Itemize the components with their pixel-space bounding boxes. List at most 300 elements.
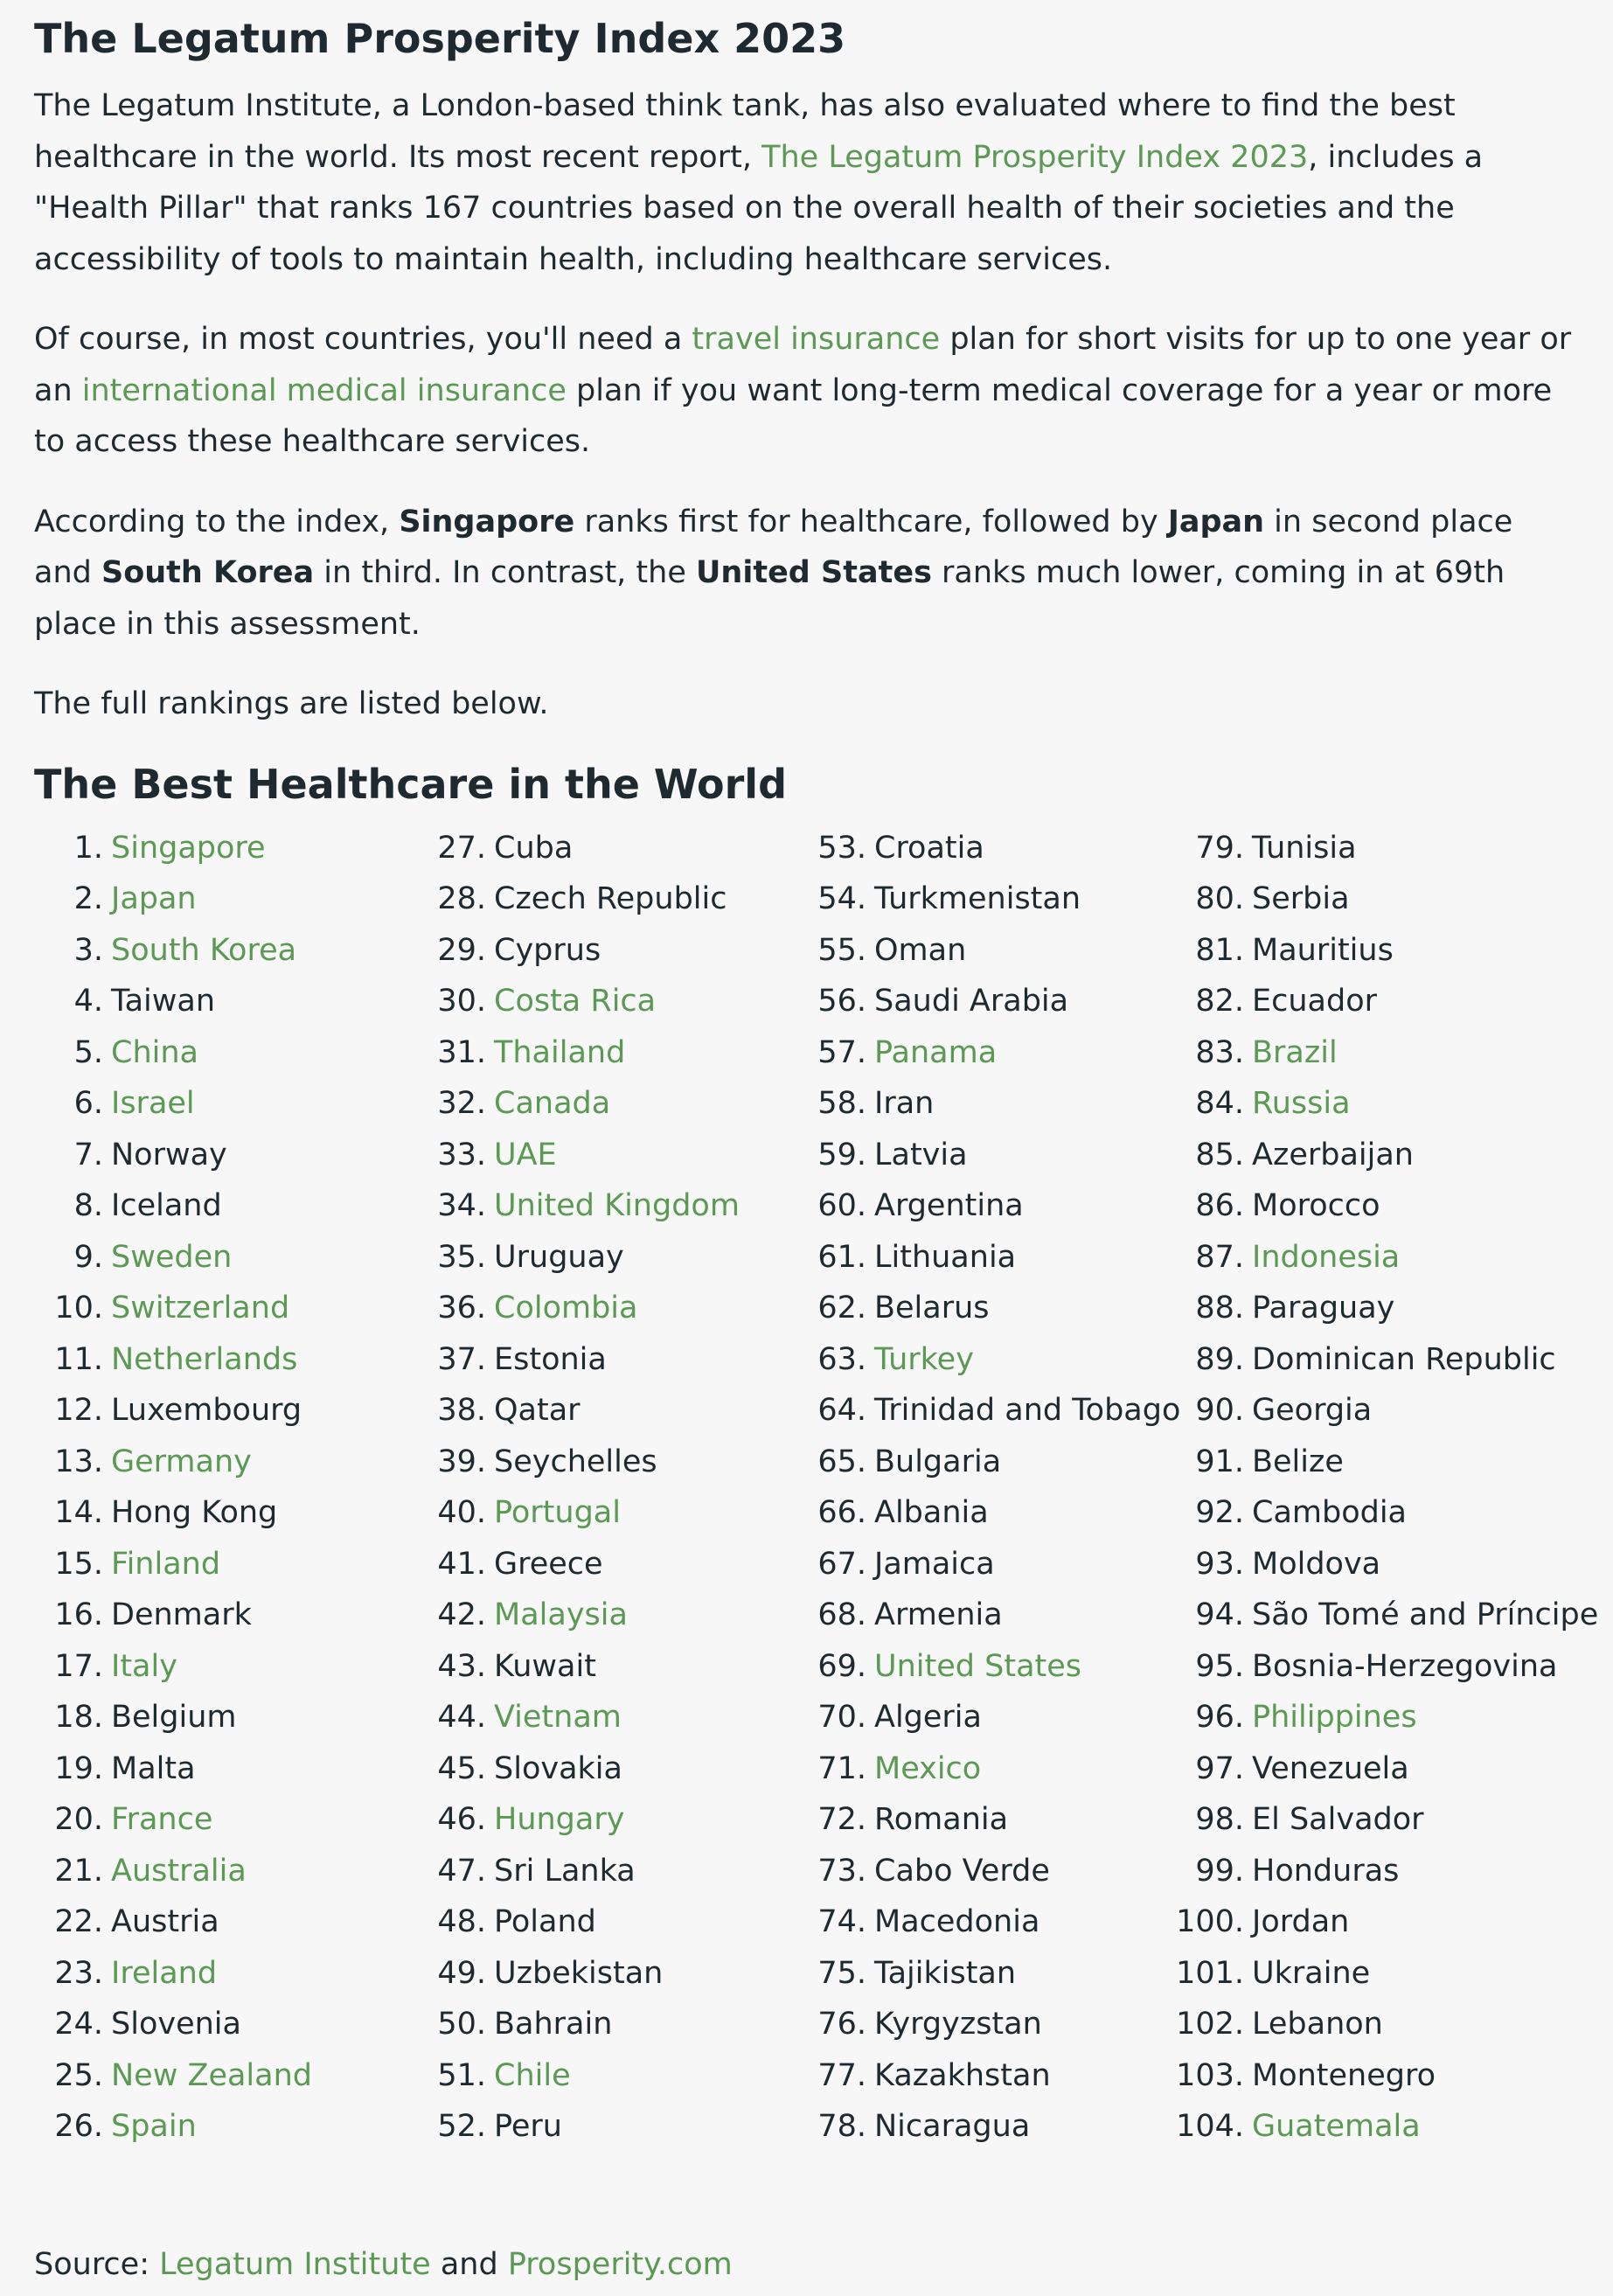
- ranking-number: 102.: [1176, 2007, 1244, 2042]
- country-link[interactable]: Chile: [494, 2057, 571, 2093]
- ranking-item: [1159, 1027, 1598, 1079]
- ranking-number: 79.: [1195, 830, 1244, 866]
- ranking-number: 24.: [54, 2007, 103, 2042]
- ranking-number: 36.: [437, 1291, 486, 1325]
- ranking-item: [1159, 1334, 1598, 1386]
- intro-text-2: , includes a "Health Pillar" that ranks 167 countries based on the overall health of their societies and the accessibility of tools to maintain health, including healthcare services.: [34, 139, 1484, 277]
- ranking-item: [1159, 1692, 1598, 1743]
- country-link[interactable]: Portugal: [494, 1495, 621, 1530]
- ranking-item: [1159, 1948, 1598, 2000]
- ranking-number: 53.: [817, 830, 866, 866]
- ranking-number: 13.: [54, 1444, 103, 1479]
- ranking-item: [1159, 1180, 1598, 1232]
- ranking-item: [414, 1896, 740, 1948]
- ranking-number: 74.: [817, 1904, 866, 1939]
- ranking-item: [414, 1487, 740, 1539]
- ranking-item: [34, 1027, 312, 1079]
- ranking-item: [34, 1539, 312, 1590]
- country-link[interactable]: Sweden: [111, 1239, 233, 1275]
- country-link[interactable]: Russia: [1252, 1086, 1351, 1121]
- ranking-item: [414, 1794, 740, 1846]
- ranking-number: 16.: [54, 1597, 103, 1632]
- country-link[interactable]: Italy: [111, 1648, 177, 1684]
- country-name: Hong Kong: [111, 1495, 278, 1530]
- ranking-item: [414, 1590, 740, 1641]
- country-link[interactable]: France: [111, 1802, 213, 1837]
- ranking-item: [1159, 1283, 1598, 1334]
- ranking-number: 15.: [54, 1546, 103, 1582]
- ranking-number: 5.: [73, 1034, 103, 1070]
- country-name: Czech Republic: [494, 881, 727, 916]
- ranking-item: [34, 1078, 312, 1130]
- ranking-item: [414, 1130, 740, 1181]
- ranking-number: 69.: [817, 1648, 866, 1684]
- country-name: Montenegro: [1252, 2057, 1436, 2093]
- summary-bold-united-states: United States: [696, 555, 932, 590]
- country-link[interactable]: Malaysia: [494, 1597, 628, 1632]
- country-link[interactable]: China: [111, 1034, 198, 1070]
- summary-bold-south-korea: South Korea: [101, 555, 315, 590]
- country-name: Croatia: [874, 830, 984, 866]
- country-name: Bulgaria: [874, 1444, 1002, 1479]
- ranking-number: 2.: [73, 881, 103, 916]
- ranking-number: 94.: [1195, 1597, 1244, 1632]
- ranking-item: [1159, 1999, 1598, 2050]
- country-link[interactable]: Costa Rica: [494, 984, 657, 1019]
- country-name: Qatar: [494, 1393, 581, 1428]
- country-name: Uruguay: [494, 1239, 624, 1275]
- country-link[interactable]: Switzerland: [111, 1291, 290, 1325]
- ranking-item: [795, 1743, 1180, 1795]
- ranking-number: 6.: [73, 1086, 103, 1121]
- country-link[interactable]: Philippines: [1252, 1700, 1417, 1735]
- ranking-number: 26.: [54, 2109, 103, 2144]
- summary-text-1: According to the index,: [34, 504, 400, 539]
- ranking-item: [795, 1027, 1180, 1079]
- summary-text-5: ranks much lower, coming in at 69th place in this assessment.: [34, 555, 1505, 642]
- country-link[interactable]: Colombia: [494, 1291, 638, 1325]
- ranking-item: [414, 1283, 740, 1334]
- ranking-number: 97.: [1195, 1750, 1244, 1786]
- ranking-number: 81.: [1195, 932, 1244, 968]
- ranking-number: 8.: [73, 1188, 103, 1223]
- ranking-number: 22.: [54, 1904, 103, 1939]
- ranking-number: 72.: [817, 1802, 866, 1837]
- country-name: Sri Lanka: [494, 1853, 636, 1889]
- ranking-item: [34, 2101, 312, 2153]
- ranking-item: [1159, 1590, 1598, 1641]
- ranking-number: 85.: [1195, 1137, 1244, 1172]
- country-name: São Tomé and Príncipe: [1252, 1597, 1599, 1632]
- ranking-number: 70.: [817, 1700, 866, 1735]
- ranking-item: [34, 976, 312, 1027]
- ranking-number: 34.: [437, 1188, 486, 1223]
- ranking-item: [34, 1999, 312, 2050]
- ranking-item: [34, 1743, 312, 1795]
- source-line: [34, 2239, 1578, 2291]
- ranking-number: 27.: [437, 830, 486, 866]
- ranking-number: 84.: [1195, 1086, 1244, 1121]
- ranking-item: [34, 1846, 312, 1897]
- rankings-column-2: [414, 823, 740, 2153]
- ranking-item: [1159, 1539, 1598, 1590]
- ranking-number: 33.: [437, 1137, 486, 1172]
- country-name: Ecuador: [1252, 984, 1378, 1019]
- ranking-item: [1159, 2050, 1598, 2102]
- country-link[interactable]: Israel: [111, 1086, 195, 1121]
- ranking-number: 61.: [817, 1239, 866, 1275]
- country-link[interactable]: Finland: [111, 1546, 221, 1582]
- ranking-number: 60.: [817, 1188, 866, 1223]
- country-link[interactable]: South Korea: [111, 932, 297, 968]
- country-name: Austria: [111, 1904, 219, 1939]
- ranking-item: [1159, 1743, 1598, 1795]
- ranking-number: 87.: [1195, 1239, 1244, 1275]
- intro-text-1: The Legatum Institute, a London-based think tank, has also evaluated where to find the best healthcare in the world. Its most recent report,: [34, 88, 1456, 175]
- country-name: Belize: [1252, 1444, 1344, 1479]
- ranking-number: 25.: [54, 2057, 103, 2093]
- country-link[interactable]: Germany: [111, 1444, 252, 1479]
- ranking-number: 56.: [817, 984, 866, 1019]
- ranking-item: [34, 1283, 312, 1334]
- ranking-number: 50.: [437, 2007, 486, 2042]
- country-link[interactable]: Australia: [111, 1853, 247, 1889]
- ranking-number: 73.: [817, 1853, 866, 1889]
- ranking-item: [414, 1641, 740, 1693]
- rankings-column-1: [34, 823, 312, 2153]
- country-link[interactable]: Brazil: [1252, 1034, 1338, 1070]
- country-name: Denmark: [111, 1597, 252, 1632]
- ranking-item: [414, 1437, 740, 1488]
- country-link[interactable]: UAE: [494, 1137, 557, 1172]
- ranking-item: [34, 2050, 312, 2102]
- country-name: Moldova: [1252, 1546, 1381, 1582]
- country-link[interactable]: Netherlands: [111, 1341, 298, 1377]
- ranking-number: 38.: [437, 1393, 486, 1428]
- ranking-item: [795, 1078, 1180, 1130]
- summary-text-4: in third. In contrast, the: [314, 555, 696, 590]
- country-name: Bahrain: [494, 2007, 613, 2042]
- summary-text-3: in second place and: [34, 504, 1513, 590]
- country-name: Taiwan: [111, 984, 216, 1019]
- country-name: Paraguay: [1252, 1291, 1395, 1325]
- ranking-number: 88.: [1195, 1291, 1244, 1325]
- ranking-number: 29.: [437, 932, 486, 968]
- country-name: Ukraine: [1252, 1955, 1371, 1991]
- ranking-number: 92.: [1195, 1495, 1244, 1530]
- country-name: Belgium: [111, 1700, 237, 1735]
- ranking-item: [34, 1948, 312, 2000]
- country-link[interactable]: Thailand: [494, 1034, 626, 1070]
- ranking-number: 59.: [817, 1137, 866, 1172]
- ranking-item: [1159, 976, 1598, 1027]
- travel-insurance-link[interactable]: travel insurance: [692, 322, 941, 357]
- ranking-item: [1159, 873, 1598, 925]
- country-name: Slovakia: [494, 1750, 622, 1786]
- ranking-number: 17.: [54, 1648, 103, 1684]
- ranking-item: [414, 1078, 740, 1130]
- ranking-item: [795, 925, 1180, 977]
- ranking-item: [414, 976, 740, 1027]
- insurance-text-1: Of course, in most countries, you'll need a: [34, 322, 692, 357]
- country-name: Georgia: [1252, 1393, 1373, 1428]
- country-name: Bosnia-Herzegovina: [1252, 1648, 1558, 1684]
- country-link[interactable]: United Kingdom: [494, 1188, 740, 1223]
- ranking-item: [414, 2101, 740, 2153]
- ranking-item: [34, 1437, 312, 1488]
- ranking-number: 32.: [437, 1086, 486, 1121]
- insurance-paragraph: [34, 314, 1578, 468]
- intro-paragraph: [34, 80, 1578, 285]
- country-name: Venezuela: [1252, 1750, 1409, 1786]
- ranking-number: 62.: [817, 1291, 866, 1325]
- ranking-number: 42.: [437, 1597, 486, 1632]
- ranking-item: [795, 1846, 1180, 1897]
- country-link[interactable]: United States: [874, 1648, 1082, 1684]
- country-name: Luxembourg: [111, 1393, 302, 1428]
- ranking-number: 47.: [437, 1853, 486, 1889]
- ranking-number: 49.: [437, 1955, 486, 1991]
- country-name: Morocco: [1252, 1188, 1380, 1223]
- page-title: The Legatum Prosperity Index 2023: [34, 15, 846, 62]
- country-name: Kyrgyzstan: [874, 2007, 1042, 2042]
- prosperity-com-link[interactable]: Prosperity.com: [507, 2246, 733, 2282]
- country-name: Azerbaijan: [1252, 1137, 1414, 1172]
- country-name: Albania: [874, 1495, 989, 1530]
- ranking-number: 71.: [817, 1750, 866, 1786]
- ranking-item: [34, 823, 312, 874]
- country-link[interactable]: Hungary: [494, 1802, 625, 1837]
- country-link[interactable]: Japan: [111, 881, 197, 916]
- country-name: Honduras: [1252, 1853, 1400, 1889]
- ranking-item: [795, 823, 1180, 874]
- ranking-number: 101.: [1176, 1955, 1244, 1991]
- ranking-item: [34, 1487, 312, 1539]
- ranking-item: [1159, 1078, 1598, 1130]
- ranking-item: [795, 1590, 1180, 1641]
- ranking-item: [795, 1896, 1180, 1948]
- ranking-number: 89.: [1195, 1341, 1244, 1377]
- country-name: Belarus: [874, 1291, 990, 1325]
- ranking-number: 18.: [54, 1700, 103, 1735]
- ranking-item: [1159, 1641, 1598, 1693]
- country-link[interactable]: Spain: [111, 2109, 197, 2144]
- country-name: Tajikistan: [874, 1955, 1017, 1991]
- ranking-item: [795, 2101, 1180, 2153]
- ranking-number: 86.: [1195, 1188, 1244, 1223]
- ranking-item: [795, 1334, 1180, 1386]
- legatum-index-link[interactable]: The Legatum Prosperity Index 2023: [761, 139, 1309, 175]
- country-name: Cambodia: [1252, 1495, 1407, 1530]
- ranking-number: 55.: [817, 932, 866, 968]
- ranking-number: 65.: [817, 1444, 866, 1479]
- country-link[interactable]: Ireland: [111, 1955, 218, 1991]
- ranking-number: 83.: [1195, 1034, 1244, 1070]
- country-name: Malta: [111, 1750, 196, 1786]
- ranking-number: 1.: [73, 830, 103, 866]
- ranking-item: [414, 1027, 740, 1079]
- ranking-item: [1159, 823, 1598, 874]
- ranking-item: [795, 1437, 1180, 1488]
- ranking-item: [34, 1692, 312, 1743]
- ranking-number: 96.: [1195, 1700, 1244, 1735]
- ranking-number: 99.: [1195, 1853, 1244, 1889]
- ranking-item: [34, 1180, 312, 1232]
- ranking-item: [414, 1743, 740, 1795]
- country-link[interactable]: Vietnam: [494, 1700, 622, 1735]
- ranking-number: 48.: [437, 1904, 486, 1939]
- international-medical-insurance-link[interactable]: international medical insurance: [81, 372, 567, 408]
- ranking-number: 78.: [817, 2109, 866, 2144]
- ranking-number: 66.: [817, 1495, 866, 1530]
- country-name: Jamaica: [874, 1546, 995, 1582]
- ranking-number: 19.: [54, 1750, 103, 1786]
- ranking-item: [34, 1641, 312, 1693]
- ranking-number: 77.: [817, 2057, 866, 2093]
- ranking-item: [414, 823, 740, 874]
- country-name: Peru: [494, 2109, 562, 2144]
- ranking-number: 12.: [54, 1393, 103, 1428]
- ranking-number: 46.: [437, 1802, 486, 1837]
- full-rankings-note: The full rankings are listed below.: [34, 686, 549, 721]
- ranking-item: [1159, 1896, 1598, 1948]
- ranking-number: 51.: [437, 2057, 486, 2093]
- country-link[interactable]: Turkey: [874, 1341, 974, 1377]
- ranking-number: 76.: [817, 2007, 866, 2042]
- country-name: Tunisia: [1252, 830, 1357, 866]
- ranking-item: [414, 1948, 740, 2000]
- country-name: Lebanon: [1252, 2007, 1383, 2042]
- ranking-item: [34, 1896, 312, 1948]
- ranking-item: [34, 1794, 312, 1846]
- country-link[interactable]: Guatemala: [1252, 2109, 1421, 2144]
- summary-bold-japan: Japan: [1167, 504, 1265, 539]
- ranking-number: 30.: [437, 984, 486, 1019]
- ranking-number: 80.: [1195, 881, 1244, 916]
- country-name: Norway: [111, 1137, 227, 1172]
- ranking-item: [795, 1180, 1180, 1232]
- country-name: Jordan: [1252, 1904, 1350, 1939]
- rankings-column-3: [795, 823, 1180, 2153]
- country-name: Turkmenistan: [874, 881, 1081, 916]
- source-and: and: [430, 2246, 508, 2282]
- ranking-number: 57.: [817, 1034, 866, 1070]
- ranking-item: [34, 1385, 312, 1437]
- country-link[interactable]: Panama: [874, 1034, 998, 1070]
- ranking-number: 98.: [1195, 1802, 1244, 1837]
- country-name: Estonia: [494, 1341, 607, 1377]
- ranking-number: 7.: [73, 1137, 103, 1172]
- country-link[interactable]: Singapore: [111, 830, 266, 866]
- country-name: Seychelles: [494, 1444, 657, 1479]
- ranking-number: 103.: [1176, 2057, 1244, 2093]
- ranking-number: 10.: [54, 1291, 103, 1325]
- ranking-item: [414, 873, 740, 925]
- ranking-number: 82.: [1195, 984, 1244, 1019]
- ranking-summary-paragraph: [34, 497, 1578, 651]
- ranking-number: 14.: [54, 1495, 103, 1530]
- country-name: Cyprus: [494, 932, 601, 968]
- ranking-number: 93.: [1195, 1546, 1244, 1582]
- ranking-number: 11.: [54, 1341, 103, 1377]
- ranking-item: [414, 1999, 740, 2050]
- ranking-item: [414, 1539, 740, 1590]
- ranking-number: 104.: [1176, 2109, 1244, 2144]
- ranking-item: [414, 1180, 740, 1232]
- country-name: Romania: [874, 1802, 1009, 1837]
- legatum-institute-link[interactable]: Legatum Institute: [159, 2246, 431, 2282]
- ranking-number: 95.: [1195, 1648, 1244, 1684]
- ranking-item: [795, 2050, 1180, 2102]
- country-name: Armenia: [874, 1597, 1003, 1632]
- ranking-item: [414, 2050, 740, 2102]
- ranking-number: 40.: [437, 1495, 486, 1530]
- country-name: Nicaragua: [874, 2109, 1031, 2144]
- ranking-item: [34, 1334, 312, 1386]
- ranking-number: 45.: [437, 1750, 486, 1786]
- ranking-item: [795, 1948, 1180, 2000]
- ranking-item: [1159, 1794, 1598, 1846]
- country-name: Trinidad and Tobago: [874, 1393, 1181, 1428]
- country-link[interactable]: Indonesia: [1252, 1239, 1401, 1275]
- country-link[interactable]: Mexico: [874, 1750, 982, 1786]
- ranking-item: [414, 1232, 740, 1284]
- ranking-item: [414, 925, 740, 977]
- ranking-item: [34, 1590, 312, 1641]
- ranking-item: [1159, 1232, 1598, 1284]
- ranking-number: 35.: [437, 1239, 486, 1275]
- ranking-number: 75.: [817, 1955, 866, 1991]
- ranking-item: [34, 1232, 312, 1284]
- country-name: Poland: [494, 1904, 596, 1939]
- ranking-item: [795, 873, 1180, 925]
- country-name: Mauritius: [1252, 932, 1394, 968]
- rankings-column-4: [1159, 823, 1598, 2153]
- country-link[interactable]: New Zealand: [111, 2057, 312, 2093]
- country-name: Saudi Arabia: [874, 984, 1069, 1019]
- summary-text-2: ranks first for healthcare, followed by: [574, 504, 1168, 539]
- ranking-number: 31.: [437, 1034, 486, 1070]
- ranking-item: [1159, 1437, 1598, 1488]
- ranking-item: [414, 1334, 740, 1386]
- ranking-number: 44.: [437, 1700, 486, 1735]
- ranking-item: [795, 1232, 1180, 1284]
- country-name: Uzbekistan: [494, 1955, 664, 1991]
- ranking-number: 21.: [54, 1853, 103, 1889]
- ranking-number: 91.: [1195, 1444, 1244, 1479]
- ranking-number: 3.: [73, 932, 103, 968]
- ranking-item: [34, 873, 312, 925]
- ranking-number: 54.: [817, 881, 866, 916]
- ranking-number: 39.: [437, 1444, 486, 1479]
- ranking-item: [795, 1385, 1180, 1437]
- ranking-number: 23.: [54, 1955, 103, 1991]
- country-name: Macedonia: [874, 1904, 1040, 1939]
- ranking-item: [1159, 2101, 1598, 2153]
- country-name: Greece: [494, 1546, 603, 1582]
- ranking-number: 37.: [437, 1341, 486, 1377]
- ranking-item: [1159, 1846, 1598, 1897]
- insurance-text-2: plan for short visits for up to one year or an: [34, 322, 1572, 408]
- insurance-text-3: plan if you want long-term medical coverage for a year or more to access these healthcare services.: [34, 372, 1553, 459]
- rankings-heading: The Best Healthcare in the World: [34, 760, 787, 808]
- ranking-item: [34, 925, 312, 977]
- ranking-item: [414, 1385, 740, 1437]
- country-link[interactable]: Canada: [494, 1086, 611, 1121]
- ranking-item: [34, 1130, 312, 1181]
- country-name: Oman: [874, 932, 967, 968]
- ranking-number: 20.: [54, 1802, 103, 1837]
